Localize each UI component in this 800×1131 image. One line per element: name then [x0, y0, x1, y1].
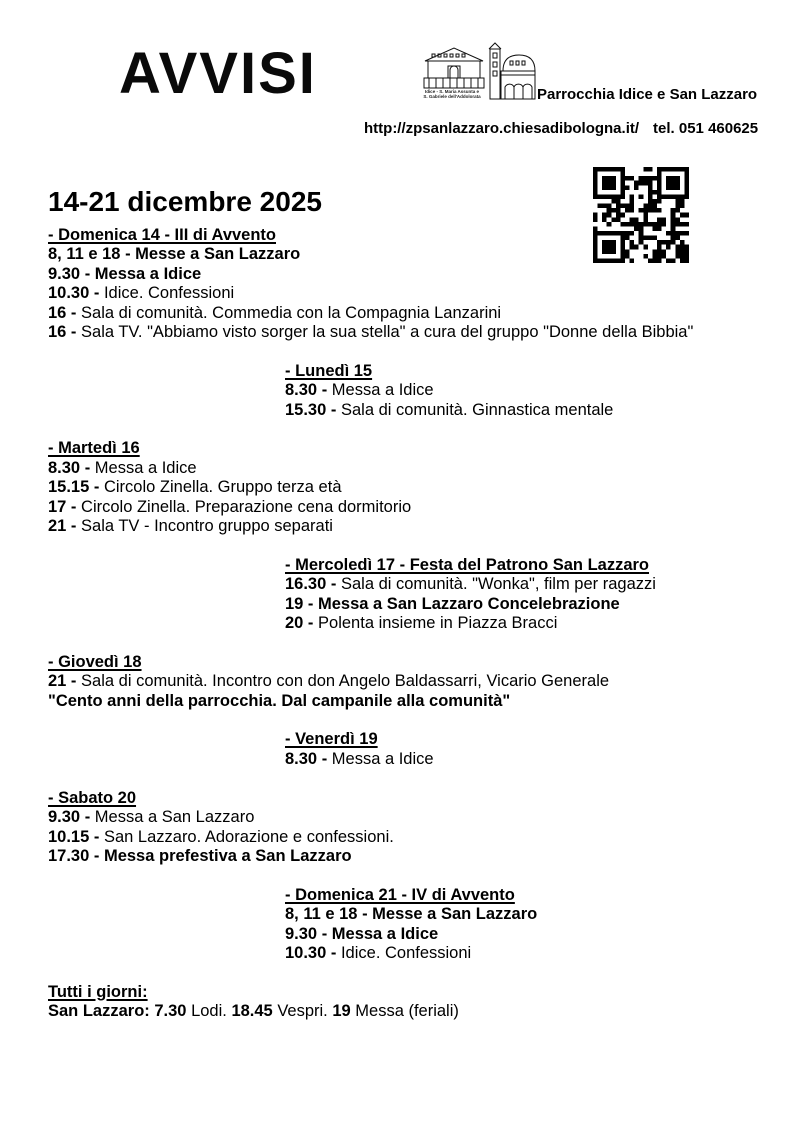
time-label: 10.30 - [285, 943, 341, 962]
event-text: Messa a Idice [331, 381, 434, 400]
time-label: 17 - [48, 497, 82, 516]
schedule-line [48, 692, 790, 711]
parish-logo [417, 42, 537, 110]
schedule-line [48, 672, 790, 691]
day-section [285, 556, 790, 634]
time-label: 19 - Messa a San Lazzaro Concelebrazione [285, 594, 620, 613]
day-heading: - Domenica 21 - IV di Avvento [285, 885, 515, 904]
time-label: 8.30 - [285, 749, 332, 768]
phone-number: tel. 051 460625 [653, 120, 759, 137]
day-heading: - Sabato 20 [48, 788, 137, 807]
event-text: Circolo Zinella. Gruppo terza età [103, 478, 342, 497]
day-heading: Tutti i giorni: [48, 982, 148, 1001]
time-label: 9.30 - Messa a Idice [48, 264, 202, 283]
day-section [285, 730, 790, 769]
event-text: Messa a Idice [94, 458, 197, 477]
schedule-line [285, 925, 790, 944]
logo-caption-line1: Idice - S. Maria Assunta e [424, 89, 480, 94]
logo-caption-line2: S. Gabriele dell'Addolorata [423, 94, 481, 99]
page-title: AVVISI [119, 41, 317, 106]
schedule-line [48, 265, 790, 284]
day-heading: - Domenica 14 - III di Avvento [48, 226, 276, 244]
schedule-line [285, 575, 790, 594]
schedule-line [285, 614, 790, 633]
time-label: 8, 11 e 18 - Messe a San Lazzaro [285, 905, 538, 924]
time-label: 9.30 - Messa a Idice [285, 924, 439, 943]
schedule-line [48, 245, 790, 264]
event-text: Polenta insieme in Piazza Bracci [318, 614, 558, 633]
event-text: Messa a Idice [331, 749, 434, 768]
schedule-line [48, 498, 790, 517]
time-label: 21 - [48, 517, 82, 536]
day-heading: - Mercoledì 17 - Festa del Patrono San Lazzaro [285, 555, 650, 574]
day-section [48, 653, 790, 711]
event-text: Lodi. [191, 1002, 232, 1021]
time-label: 16.30 - [285, 575, 341, 594]
day-heading: - Martedì 16 [48, 439, 140, 458]
day-section [48, 789, 790, 867]
event-text: Idice. Confessioni [103, 284, 235, 303]
time-label: 8.30 - [285, 381, 332, 400]
event-text: Messa a San Lazzaro [94, 808, 255, 827]
churches-icon [417, 42, 537, 110]
time-label: 8.30 - [48, 458, 95, 477]
parish-name: Parrocchia Idice e San Lazzaro [537, 86, 758, 103]
day-section [48, 983, 790, 1022]
time-label: San Lazzaro: 7.30 [48, 1002, 192, 1021]
day-section [48, 226, 790, 342]
schedule-line [48, 1002, 790, 1021]
event-text: Idice. Confessioni [340, 943, 472, 962]
time-label: 15.15 - [48, 478, 104, 497]
day-heading: - Venerdì 19 [285, 730, 378, 749]
event-text: Vespri. [277, 1002, 333, 1021]
time-label: 17.30 - Messa prefestiva a San Lazzaro [48, 846, 352, 865]
time-label: 18.45 [231, 1002, 278, 1021]
event-text: Sala di comunità. Incontro con don Angelo Baldassarri, Vicario Generale [81, 672, 610, 691]
contact-line [364, 120, 758, 137]
date-range-title: 14-21 dicembre 2025 [48, 186, 322, 217]
time-label: 19 [332, 1002, 356, 1021]
schedule-line [48, 847, 790, 866]
schedule-line [48, 517, 790, 536]
day-section [285, 362, 790, 420]
day-heading: - Lunedì 15 [285, 361, 373, 380]
schedule-line [285, 381, 790, 400]
event-text: Sala di comunità. Commedia con la Compagnia Lanzarini [81, 303, 502, 322]
time-label: 20 - [285, 614, 319, 633]
schedule-line [285, 595, 790, 614]
schedule-line [48, 808, 790, 827]
day-section [48, 439, 790, 536]
event-text: Sala TV - Incontro gruppo separati [81, 517, 333, 536]
website-url: http://zpsanlazzaro.chiesadibologna.it/ [364, 120, 640, 137]
schedule-line [285, 944, 790, 963]
schedule-line [285, 905, 790, 924]
event-text: Circolo Zinella. Preparazione cena dormitorio [81, 497, 412, 516]
schedule-line [48, 828, 790, 847]
time-label: 15.30 - [285, 400, 341, 419]
schedule-line [285, 750, 790, 769]
time-label: 16 - [48, 323, 82, 342]
event-text: Sala di comunità. Ginnastica mentale [340, 400, 614, 419]
schedule-line [48, 323, 790, 342]
event-text: San Lazzaro. Adorazione e confessioni. [103, 827, 394, 846]
event-text: Sala di comunità. "Wonka", film per ragazzi [340, 575, 656, 594]
logo-caption [417, 89, 487, 99]
time-label: 8, 11 e 18 - Messe a San Lazzaro [48, 245, 301, 264]
day-heading: - Giovedì 18 [48, 652, 142, 671]
schedule-line [48, 478, 790, 497]
time-label: 16 - [48, 303, 82, 322]
time-label: 10.30 - [48, 284, 104, 303]
time-label: "Cento anni della parrocchia. Dal campanile alla comunità" [48, 691, 511, 710]
time-label: 9.30 - [48, 808, 95, 827]
schedule-line [48, 284, 790, 303]
schedule [48, 226, 790, 1041]
time-label: 21 - [48, 672, 82, 691]
event-text: Messa (feriali) [355, 1002, 459, 1021]
day-section [285, 886, 790, 964]
event-text: Sala TV. "Abbiamo visto sorger la sua stella" a cura del gruppo "Donne della Bibbia" [81, 323, 694, 342]
schedule-line [48, 304, 790, 323]
schedule-line [48, 459, 790, 478]
time-label: 10.15 - [48, 827, 104, 846]
schedule-line [285, 401, 790, 420]
